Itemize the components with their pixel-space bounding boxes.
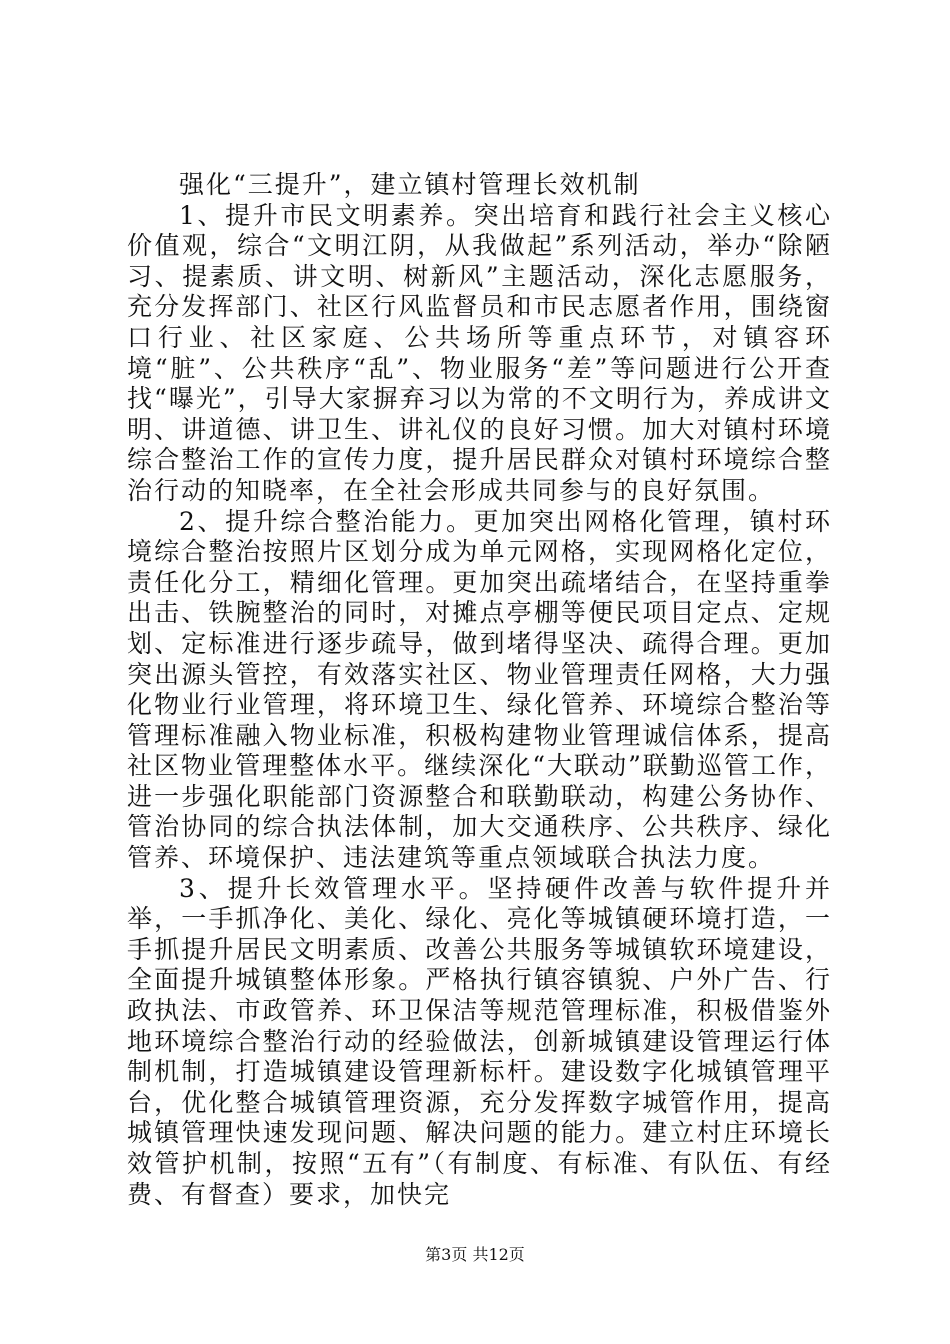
paragraph-3: 3、提升长效管理水平。坚持硬件改善与软件提升并举，一手抓净化、美化、绿化、亮化等城镇硬环境打造，一手抓提升居民文明素质、改善公共服务等城镇软环境建设，全面提升城镇整体形象。严格执行镇容镇貌、户外广告、行政执法、市政管养、环卫保洁等规范管理标准，积极借鉴外地环境综合整治行动的经验做法，创新城镇建设管理运行体制机制，打造城镇建设管理新标杆。建设数字化城镇管理平台，优化整合城镇管理资源，充分发挥数字城管作用，提高城镇管理快速发现问题、解决问题的能力。建立村庄环境长效管护机制，按照“五有”（有制度、有标准、有队伍、有经费、有督查）要求，加快完 [127, 873, 832, 1209]
page-footer [0, 1245, 950, 1265]
paragraph-2: 2、提升综合整治能力。更加突出网格化管理，镇村环境综合整治按照片区划分成为单元网格，实现网格化定位，责任化分工，精细化管理。更加突出疏堵结合，在坚持重拳出击、铁腕整治的同时，对摊点亭棚等便民项目定点、定规划、定标准进行逐步疏导，做到堵得坚决、疏得合理。更加突出源头管控，有效落实社区、物业管理责任网格，大力强化物业行业管理，将环境卫生、绿化管养、环境综合整治等管理标准融入物业标准，积极构建物业管理诚信体系，提高社区物业管理整体水平。继续深化“大联动”联勤巡管工作，进一步强化职能部门资源整合和联勤联动，构建公务协作、管治协同的综合执法体制，加大交通秩序、公共秩序、绿化管养、环境保护、违法建筑等重点领域联合执法力度。 [127, 506, 832, 873]
page-number-indicator: 第3页 共12页 [425, 1245, 525, 1264]
section-heading: 强化“三提升”，建立镇村管理长效机制 [179, 170, 641, 199]
document-body [127, 170, 832, 1210]
paragraph-1: 1、提升市民文明素养。突出培育和践行社会主义核心价值观，综合“文明江阴，从我做起”系列活动，举办“除陋习、提素质、讲文明、树新风”主题活动，深化志愿服务，充分发挥部门、社区行风监督员和市民志愿者作用，围绕窗口行业、社区家庭、公共场所等重点环节，对镇容环境“脏”、公共秩序“乱”、物业服务“差”等问题进行公开查找“曝光”，引导大家摒弃习以为常的不文明行为，养成讲文明、讲道德、讲卫生、讲礼仪的良好习惯。加大对镇村环境综合整治工作的宣传力度，提升居民群众对镇村环境综合整治行动的知晓率，在全社会形成共同参与的良好氛围。 [127, 200, 832, 505]
